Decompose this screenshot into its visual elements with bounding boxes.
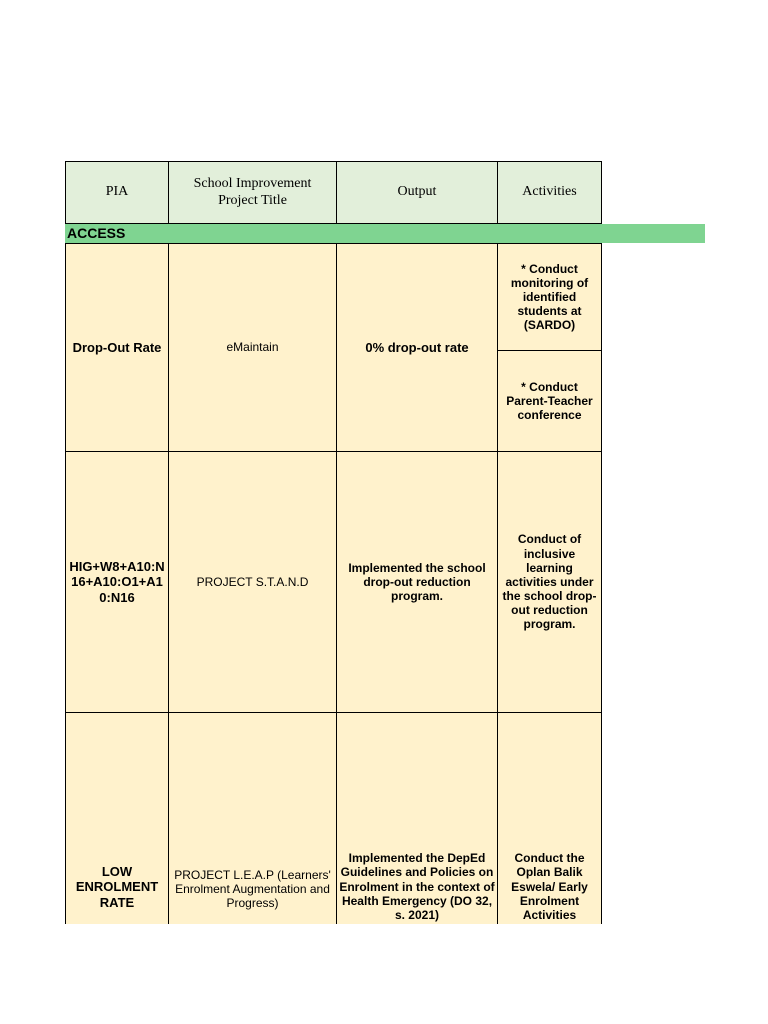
- row3-pia-label: LOW ENROLMENT RATE: [75, 864, 159, 910]
- row2-activity-1: [497, 451, 602, 713]
- header-output-label: Output: [397, 184, 437, 200]
- header-title: [168, 161, 337, 224]
- row1-activity-1-label: * Conduct monitoring of identified students at (SARDO): [510, 261, 589, 333]
- row3-title-label: PROJECT L.E.A.P (Learners' Enrolment Augmentation and Progress): [174, 867, 331, 910]
- row2-pia-label: HIG+W8+A10:N16+A10:O1+A10:N16: [69, 559, 165, 605]
- row3-pia: [65, 712, 169, 924]
- row3-output-label: Implemented the DepEd Guidelines and Policies on Enrolment in the context of Health Emergency (DO 32, s. 2021): [339, 851, 495, 922]
- row1-activity-1: [497, 243, 602, 351]
- row2-title: [168, 451, 337, 713]
- row1-output-label: 0% drop-out rate: [365, 339, 469, 355]
- row3-output: [336, 712, 498, 924]
- header-pia-label: PIA: [105, 184, 129, 200]
- row2-title-label: PROJECT S.T.A.N.D: [196, 574, 309, 589]
- row2-output-label: Implemented the school drop-out reduction program.: [348, 560, 486, 604]
- row2-output: [336, 451, 498, 713]
- row1-pia-label: Drop-Out Rate: [72, 339, 162, 355]
- row2-activity-1-label: Conduct of inclusive learning activities under the school drop-out reduction program.: [502, 532, 597, 632]
- row1-title-label: eMaintain: [226, 340, 279, 355]
- header-pia: [65, 161, 169, 224]
- row3-activity-1-label: Conduct the Oplan Balik Eswela/ Early Enrolment Activities: [511, 851, 588, 922]
- row3-title: [168, 712, 337, 924]
- row1-pia: [65, 243, 169, 452]
- header-title-label: School Improvement Project Title: [193, 175, 312, 208]
- row1-activity-2-label: * Conduct Parent-Teacher conference: [506, 379, 593, 423]
- row1-output: [336, 243, 498, 452]
- row1-activity-2: [497, 350, 602, 452]
- header-activities: [497, 161, 602, 224]
- header-activities-label: Activities: [522, 184, 577, 200]
- section-access: ACCESS: [65, 224, 705, 243]
- row1-title: [168, 243, 337, 452]
- row2-pia: [65, 451, 169, 713]
- header-output: [336, 161, 498, 224]
- row3-activity-1: [497, 712, 602, 924]
